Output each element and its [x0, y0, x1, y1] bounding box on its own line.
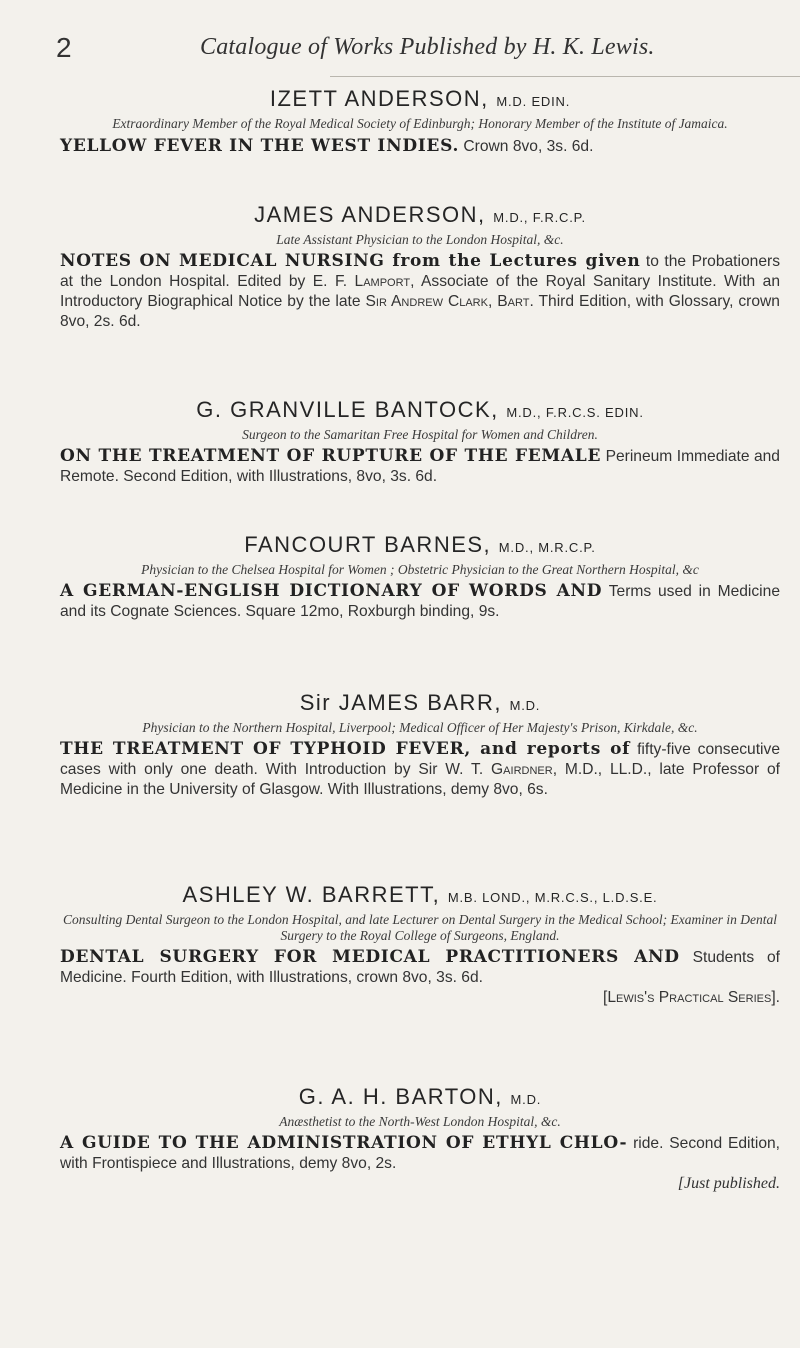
- introducer-name: Gairdner: [491, 761, 553, 778]
- book-title: NOTES ON MEDICAL NURSING from the Lectures given: [60, 251, 641, 271]
- author-degrees: M.B. LOND., M.R.C.S., L.D.S.E.: [447, 890, 658, 905]
- page-number: 2: [56, 32, 72, 63]
- running-head: [56, 32, 760, 63]
- author-line: [60, 86, 780, 112]
- author-affiliation: Late Assistant Physician to the London Hospital, &c.: [276, 232, 564, 247]
- book-title: A GERMAN-ENGLISH DICTIONARY OF WORDS AND: [60, 581, 603, 601]
- book-details: ride. Second Edition, with Frontispiece and Illustrations, demy 8vo, 2s.: [60, 1135, 780, 1172]
- author-name: FANCOURT BARNES,: [244, 532, 492, 557]
- book-details: Perineum Immediate and Remote. Second Edition, with Illustrations, 8vo, 3s. 6d.: [60, 448, 780, 485]
- book-title: DENTAL SURGERY FOR MEDICAL PRACTITIONERS AND: [60, 947, 680, 967]
- author-degrees: M.D., F.R.C.S. EDIN.: [506, 405, 644, 420]
- book-details-cont: , M.D., LL.D., late Professor of Medicine in the University of Glasgow. With Illustrations, demy 8vo, 6s.: [60, 761, 780, 798]
- publication-note: [60, 1174, 780, 1194]
- author-line: [60, 882, 780, 908]
- author-affiliation: Consulting Dental Surgeon to the London Hospital, and late Lecturer on Dental Surgery in the Medical School; Examiner in Dental Surgery to the Royal College of Surgeons, England.: [63, 912, 777, 943]
- author-name: ASHLEY W. BARRETT,: [182, 882, 441, 907]
- book-details: Terms used in Medicine and its Cognate Sciences. Square 12mo, Roxburgh binding, 9s.: [60, 583, 780, 620]
- author-line: [60, 397, 780, 423]
- catalogue-entry: [60, 202, 780, 332]
- author-affiliation: Physician to the Northern Hospital, Liverpool; Medical Officer of Her Majesty's Prison, Kirkdale, &c.: [142, 720, 698, 735]
- book-title: THE TREATMENT OF TYPHOID FEVER, and reports of: [60, 739, 631, 759]
- running-title: Catalogue of Works Published by H. K. Lewis.: [200, 34, 655, 60]
- author-degrees: M.D. EDIN.: [496, 94, 571, 109]
- author-name: G. A. H. BARTON,: [298, 1084, 503, 1109]
- author-affiliation: Extraordinary Member of the Royal Medical Society of Edinburgh; Honorary Member of the Institute of Jamaica.: [112, 116, 728, 131]
- book-description: [60, 581, 780, 622]
- author-degrees: M.D., F.R.C.P.: [493, 210, 586, 225]
- author-affiliation: Anæsthetist to the North-West London Hospital, &c.: [279, 1114, 561, 1129]
- book-details: fifty-five consecutive cases with only one death. With Introduction by Sir W. T.: [60, 741, 780, 778]
- author-name: Sir JAMES BARR,: [299, 690, 502, 715]
- catalogue-entry: [60, 397, 780, 487]
- author-degrees: M.D.: [510, 1092, 542, 1107]
- author-line: [60, 1084, 780, 1110]
- book-details: Crown 8vo, 3s. 6d.: [463, 138, 594, 155]
- book-description: [60, 446, 780, 487]
- catalogue-entry: [60, 1084, 780, 1194]
- book-details-cont: , Associate of the Royal Sanitary Institute. With an Introductory Biographical Notice by the late: [60, 273, 780, 310]
- author-line: [60, 690, 780, 716]
- book-description: [60, 251, 780, 332]
- catalogue-entry: [60, 882, 780, 1008]
- book-title: A GUIDE TO THE ADMINISTRATION OF ETHYL CHLO-: [60, 1133, 628, 1153]
- author-degrees: M.D.: [509, 698, 541, 713]
- book-description: [60, 136, 780, 157]
- series-name: [Lewis's Practical Series].: [603, 989, 780, 1006]
- series-note: [60, 988, 780, 1008]
- author-line: [60, 202, 780, 228]
- catalogue-entry: [60, 690, 780, 800]
- author-name: IZETT ANDERSON,: [269, 86, 489, 111]
- notice-author: Sir Andrew Clark, Bart.: [365, 293, 534, 310]
- publication-status: [Just published.: [677, 1175, 780, 1192]
- book-details: Students of Medicine. Fourth Edition, with Illustrations, crown 8vo, 3s. 6d.: [60, 949, 781, 986]
- author-affiliation: Physician to the Chelsea Hospital for Women ; Obstetric Physician to the Great Northern Hospital, &c: [141, 562, 699, 577]
- header-rule: [330, 76, 800, 77]
- book-title: YELLOW FEVER IN THE WEST INDIES.: [60, 136, 460, 156]
- author-line: [60, 532, 780, 558]
- author-name: JAMES ANDERSON,: [254, 202, 486, 227]
- book-description: [60, 739, 780, 800]
- book-description: [60, 947, 780, 988]
- book-details-end: Third Edition, with Glossary, crown 8vo, 2s. 6d.: [60, 293, 780, 330]
- book-description: [60, 1133, 780, 1174]
- catalogue-entry: [60, 532, 780, 622]
- author-affiliation: Surgeon to the Samaritan Free Hospital for Women and Children.: [242, 427, 598, 442]
- book-title: ON THE TREATMENT OF RUPTURE OF THE FEMALE: [60, 446, 602, 466]
- author-degrees: M.D., M.R.C.P.: [498, 540, 596, 555]
- catalogue-entry: [60, 86, 780, 157]
- author-name: G. GRANVILLE BANTOCK,: [196, 397, 499, 422]
- editor-name: Lamport: [354, 273, 411, 290]
- book-details: to the Probationers at the London Hospital. Edited by E. F.: [60, 253, 780, 290]
